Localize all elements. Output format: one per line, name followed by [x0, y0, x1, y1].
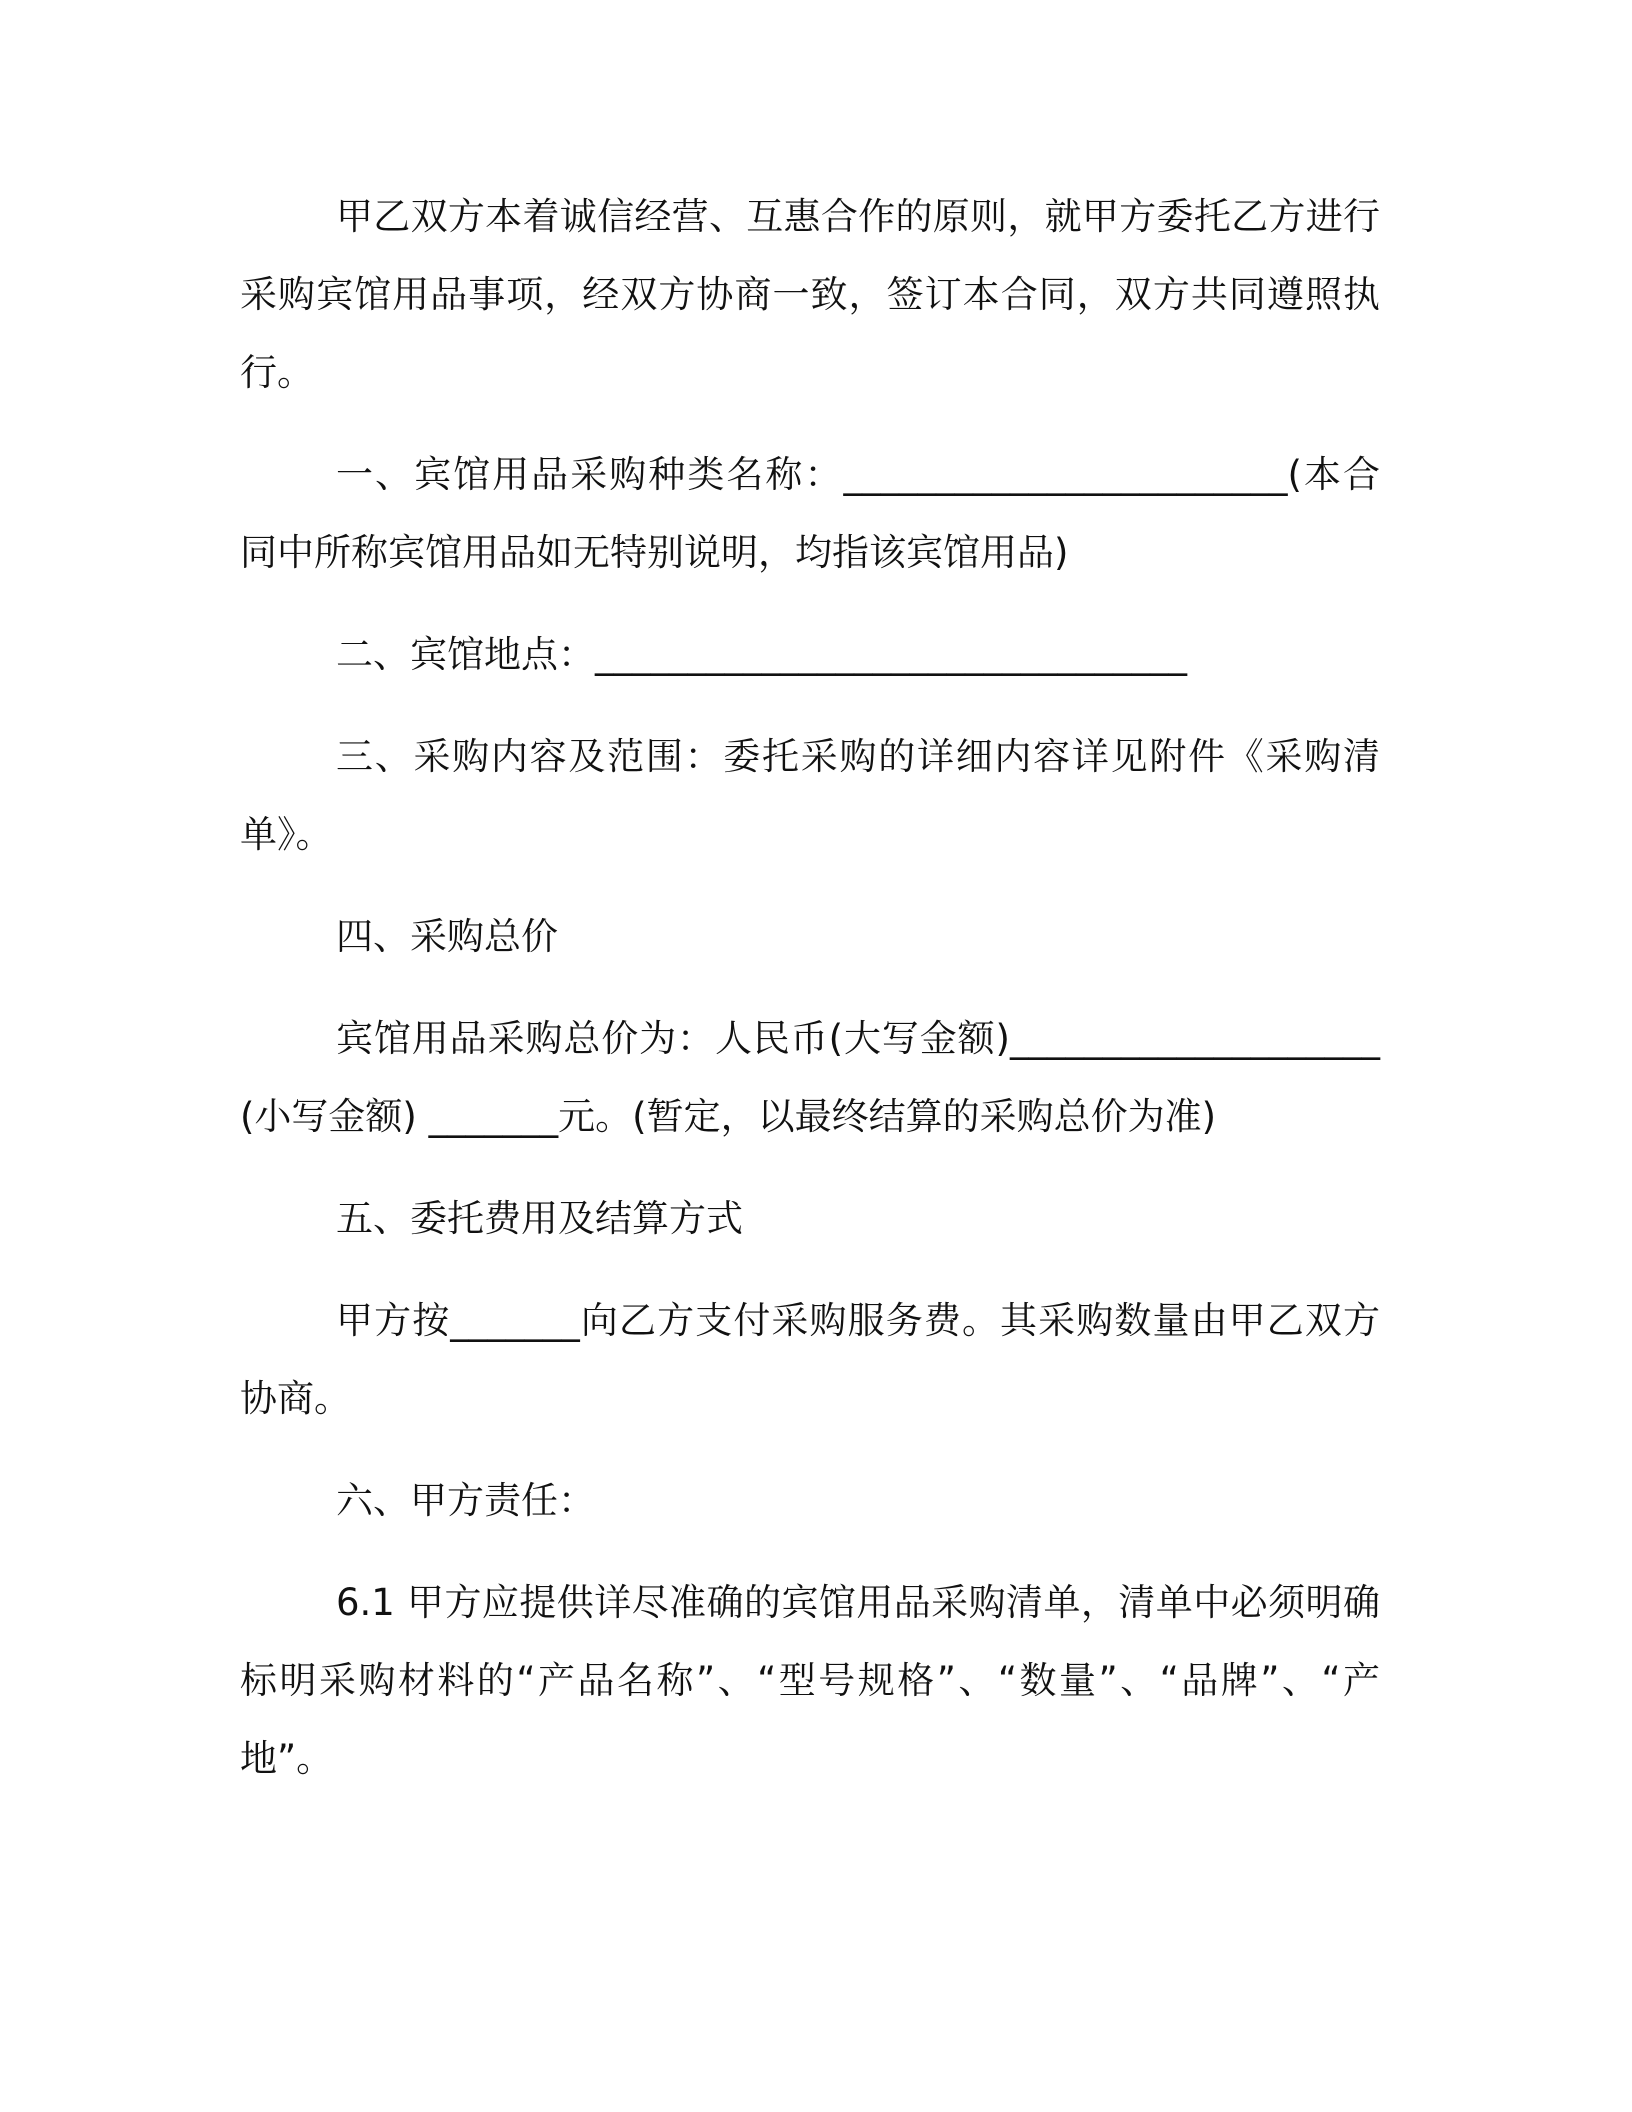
clause-6-heading: 六、甲方责任： — [336, 1479, 595, 1522]
contract-body — [240, 178, 1380, 1822]
clause-4-heading: 四、采购总价 — [336, 915, 558, 958]
clause-1-item-name: 一、宾馆用品采购种类名称：________________________(本合同中所称宾馆用品如无特别说明，均指该宾馆用品) — [240, 453, 1380, 574]
intro-paragraph: 甲乙双方本着诚信经营、互惠合作的原则，就甲方委托乙方进行采购宾馆用品事项，经双方协商一致，签订本合同，双方共同遵照执行。 — [240, 195, 1380, 394]
clause-6-1: 6.1 甲方应提供详尽准确的宾馆用品采购清单，清单中必须明确标明采购材料的“产品名称”、“型号规格”、“数量”、“品牌”、“产地”。 — [240, 1581, 1380, 1780]
clause-5-heading: 五、委托费用及结算方式 — [336, 1197, 743, 1240]
clause-5-fee: 甲方按_______向乙方支付采购服务费。其采购数量由甲乙双方协商。 — [240, 1299, 1380, 1420]
clause-3-scope: 三、采购内容及范围：委托采购的详细内容详见附件《采购清单》。 — [240, 735, 1380, 856]
clause-2-location: 二、宾馆地点：________________________________ — [336, 633, 1187, 676]
clause-4-total-price: 宾馆用品采购总价为：人民币(大写金额)____________________(小写金额) _______元。(暂定，以最终结算的采购总价为准) — [240, 1017, 1380, 1138]
